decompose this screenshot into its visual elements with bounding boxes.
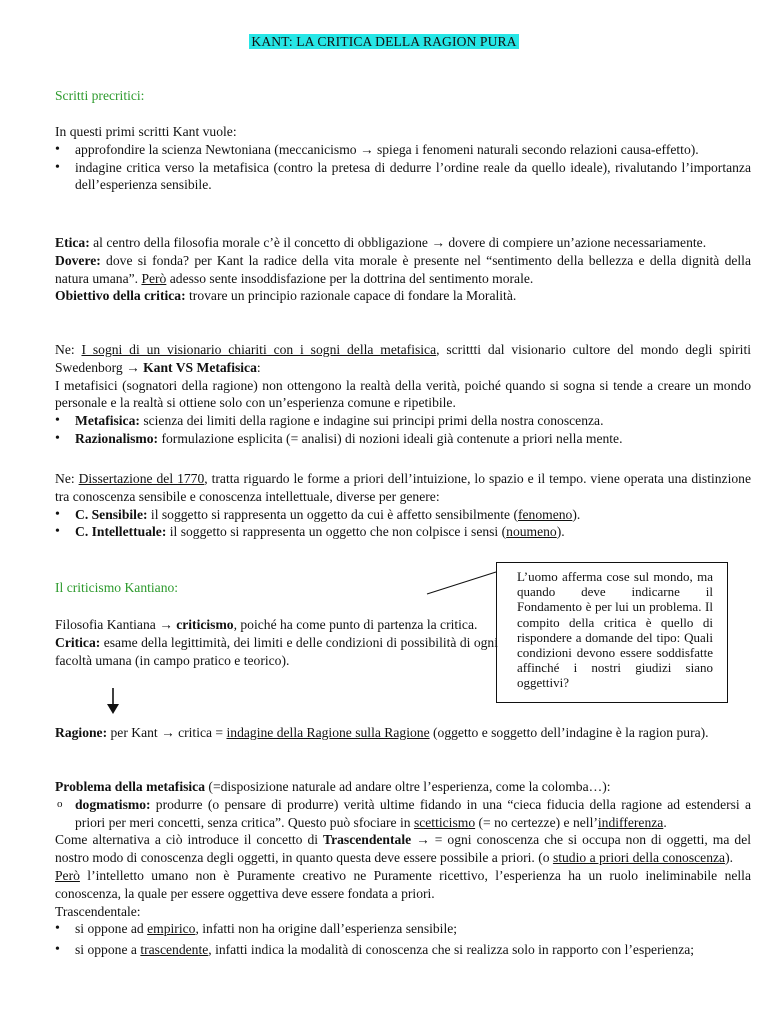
- etica-label: Etica:: [55, 235, 90, 250]
- list-item: [55, 941, 751, 959]
- callout-connector-line: [427, 572, 496, 594]
- problema-paragraph: [55, 778, 751, 796]
- alternativa-text: Come alternativa a ciò introduce il concetto di: [55, 832, 324, 848]
- trascendentale-list: [55, 920, 751, 959]
- kant-vs-metafisica: Kant VS Metafisica: [143, 359, 257, 375]
- pero-underlined: Però: [141, 270, 167, 286]
- item-text: si oppone ad: [75, 921, 148, 937]
- section-heading-precritici: Scritti precritici:: [55, 88, 145, 103]
- criticismo-bold: criticismo: [176, 617, 234, 632]
- item-label: Metafisica:: [75, 413, 140, 429]
- dogmatismo-label: dogmatismo:: [75, 796, 151, 812]
- sogni-end: :: [256, 359, 261, 375]
- intelletto-paragraph: [55, 867, 751, 903]
- item-end: , infatti non ha origine dall’esperienza sensibile;: [195, 921, 458, 937]
- list-item: [55, 920, 751, 938]
- sogni-prefix: Ne:: [55, 342, 82, 357]
- item-end: ).: [572, 506, 581, 522]
- item-label: C. Intellettuale:: [75, 524, 167, 540]
- pero-underlined: Però: [55, 867, 80, 883]
- ragione-underlined: indagine della Ragione sulla Ragione: [226, 725, 430, 740]
- diss-title: Dissertazione del 1770: [78, 471, 205, 486]
- problema-block: [55, 778, 751, 959]
- etica-text: al centro della filosofia morale c’è il concetto di obbligazione → dovere di compiere un’azione necessariamente.: [89, 235, 707, 250]
- dovere-label: Dovere:: [55, 252, 101, 268]
- list-item: [55, 796, 751, 832]
- alternativa-paragraph: [55, 831, 751, 867]
- indifferenza-underlined: indifferenza: [597, 814, 664, 830]
- callout-box: L’uomo afferma cose sul mondo, ma quando deve indicarne il Fondamento è per lui un problema. Il compito della critica è quello di rispondere a domande del tipo: Quali condizioni devono essere soddisfatte affinché i nostri giudizi siano oggettivi?: [496, 562, 728, 703]
- item-end: , infatti indica la modalità di conoscenza che si realizza solo in rapporto con l’esperienza;: [208, 942, 695, 958]
- dogmatismo-end: .: [663, 814, 667, 830]
- item-label: Razionalismo:: [75, 430, 159, 446]
- item-text: si oppone a: [75, 942, 141, 958]
- ragione-end: (oggetto e soggetto dell’indagine è la ragion pura).: [429, 725, 709, 740]
- critica-label: Critica:: [55, 634, 101, 650]
- problema-text: (=disposizione naturale ad andare oltre l’esperienza, come la colomba…):: [205, 779, 611, 794]
- alternativa-end: ).: [725, 850, 734, 866]
- studio-underlined: studio a priori della conoscenza: [552, 850, 726, 866]
- sogni-text: , scrittti dal visionario cultore del mondo degli spiriti Swedenborg →: [55, 342, 752, 375]
- item-text: il soggetto si rappresenta un oggetto da cui è affetto sensibilmente (: [147, 506, 518, 522]
- item-text: formulazione esplicita (= analisi) di nozioni ideali già contenute a priori nella mente.: [158, 430, 623, 446]
- intelletto-text: l’intelletto umano non è Puramente creativo ne Puramente ricettivo, l’esperienza ha un ruolo ineliminabile nella conoscenza, la quale per essere oggettiva deve essere fondata a priori.: [55, 867, 751, 901]
- diss-text: , tratta riguardo le forme a priori dell’intuizione, lo spazio e il tempo. viene operata una distinzione tra conoscenza sensibile e conoscenza intellettuale, diverse per genere:: [55, 471, 751, 504]
- filosofia-text: Filosofia Kantiana →: [55, 617, 177, 632]
- noumeno-underlined: noumeno: [506, 524, 557, 540]
- section-heading-criticismo: Il criticismo Kantiano:: [55, 580, 179, 595]
- item-label: C. Sensibile:: [75, 506, 148, 522]
- list-item: • indagine critica verso la metafisica (contro la pretesa di dedurre l’ordine reale da quello ideale), rivalutando l’importanza dell’esperienza sensibile.: [55, 159, 751, 195]
- list-item: • approfondire la scienza Newtoniana (meccanicismo → spiega i fenomeni naturali secondo relazioni causa-effetto).: [55, 141, 751, 159]
- down-arrow-head: [107, 704, 119, 714]
- dovere-text: dove si fonda? per Kant la radice della vita morale è presente nel “sentimento della bellezza e della dignità della natura umana”.: [55, 252, 751, 286]
- ragione-block: [55, 724, 751, 742]
- diss-prefix: Ne:: [55, 471, 79, 486]
- sogni-title: I sogni di un visionario chiariti con i sogni della metafisica: [81, 342, 437, 357]
- metafisici-paragraph: I metafisici (sognatori della ragione) non ottengono la realtà della verità, poiché quando si sogna si tende a creare un mondo personale e la realtà si ottiene solo con un’esperienza comune e ripetibile.: [55, 377, 751, 411]
- ragione-label: Ragione:: [55, 725, 108, 740]
- trascendente-underlined: trascendente: [140, 942, 209, 958]
- empirico-underlined: empirico: [147, 921, 196, 937]
- scetticismo-underlined: scetticismo: [413, 814, 476, 830]
- trascendentale-label: Trascendentale:: [55, 903, 141, 919]
- critica-text: esame della legittimità, dei limiti e delle condizioni di possibilità di ogni facoltà umana (in campo pratico e teorico).: [55, 634, 498, 668]
- dogmatismo-mid: (= no certezze) e nell’: [475, 814, 598, 830]
- fenomeno-underlined: fenomeno: [517, 506, 573, 522]
- intro-text: In questi primi scritti Kant vuole:: [55, 124, 237, 139]
- obiettivo-text: trovare un principio razionale capace di fondare la Moralità.: [185, 288, 517, 304]
- item-text: scienza dei limiti della ragione e indagine sui principi primi della nostra conoscenza.: [139, 413, 604, 429]
- ragione-paragraph: [55, 724, 751, 742]
- dovere-text-end: adesso sente insoddisfazione per la dottrina del sentimento morale.: [166, 270, 534, 286]
- alternativa-text2: → = ogni conoscenza che si occupa non di oggetti, ma del nostro modo di conoscenza degli oggetti, in quanto questa deve essere possibile a priori. (o: [55, 832, 752, 866]
- title-text: KANT: LA CRITICA DELLA RAGION PURA: [251, 34, 517, 49]
- item-end: ).: [556, 524, 565, 540]
- problema-label: Problema della metafisica: [55, 779, 206, 794]
- dogmatismo-text: produrre (o pensare di produrre) verità ultime fidando in una “cieca fiducia della ragione ad estendersi a priori per meri concetti, senza critica”. Questo può sfociare in: [75, 796, 751, 830]
- trascendentale-bold: Trascendentale: [323, 832, 412, 848]
- problema-list: [55, 796, 751, 832]
- item-text: il soggetto si rappresenta un oggetto che non colpisce i sensi (: [166, 524, 507, 540]
- obiettivo-label: Obiettivo della critica:: [55, 288, 186, 304]
- filosofia-end: , poiché ha come punto di partenza la critica.: [233, 617, 478, 632]
- ragione-text: per Kant → critica =: [107, 725, 227, 740]
